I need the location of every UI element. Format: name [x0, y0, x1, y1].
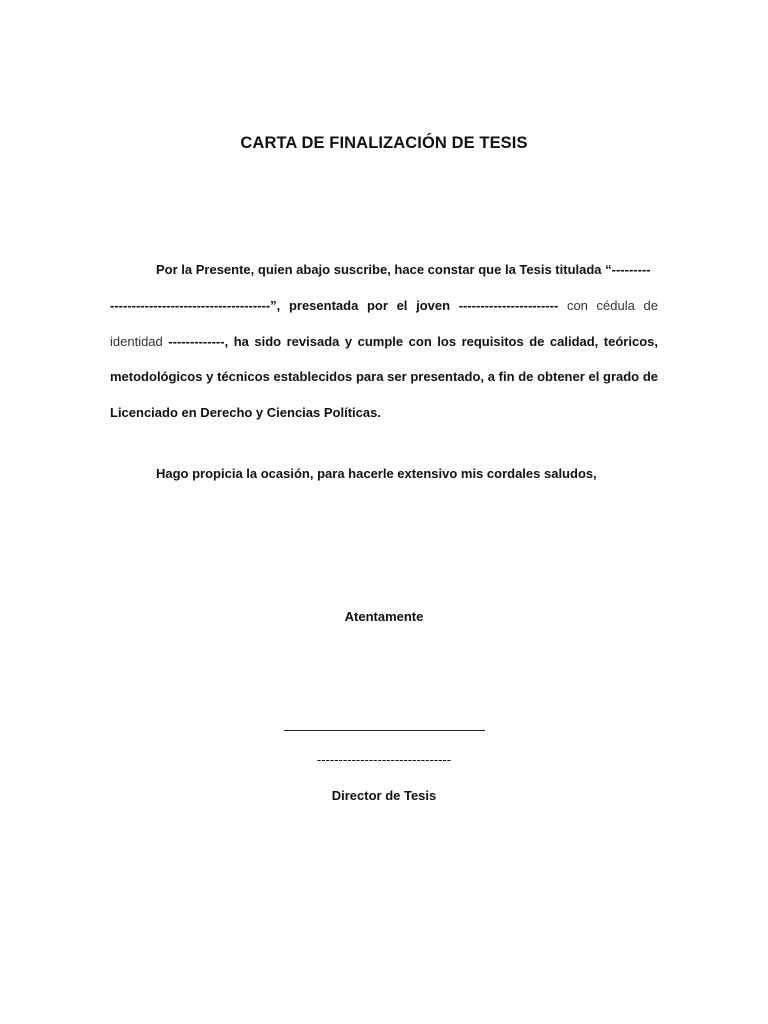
- paragraph-part-1: Por la Presente, quien abajo suscribe, hace constar que la Tesis titulada “---------: [156, 262, 651, 277]
- signer-role: Director de Tesis: [331, 788, 437, 803]
- paragraph-part-4: -------------, ha sido revisada y cumple con los requisitos de calidad, teóricos, metodológicos y técnicos establecidos para ser presentado, a fin de obtener el grado de Licenciado en Derecho y Ciencias Políticas.: [110, 333, 658, 421]
- valediction: Atentamente: [344, 609, 424, 624]
- paragraph-part-2: -------------------------------------”, presentada por el joven -----------------------: [110, 297, 567, 313]
- signer-name-placeholder: -------------------------------: [316, 752, 452, 767]
- document-title: CARTA DE FINALIZACIÓN DE TESIS: [240, 134, 528, 152]
- body-paragraph: [110, 252, 658, 431]
- closing-line: Hago propicia la ocasión, para hacerle extensivo mis cordales saludos,: [156, 466, 597, 481]
- paragraph-part-3: con cédula de identidad: [110, 297, 658, 349]
- signature-line: [284, 730, 485, 731]
